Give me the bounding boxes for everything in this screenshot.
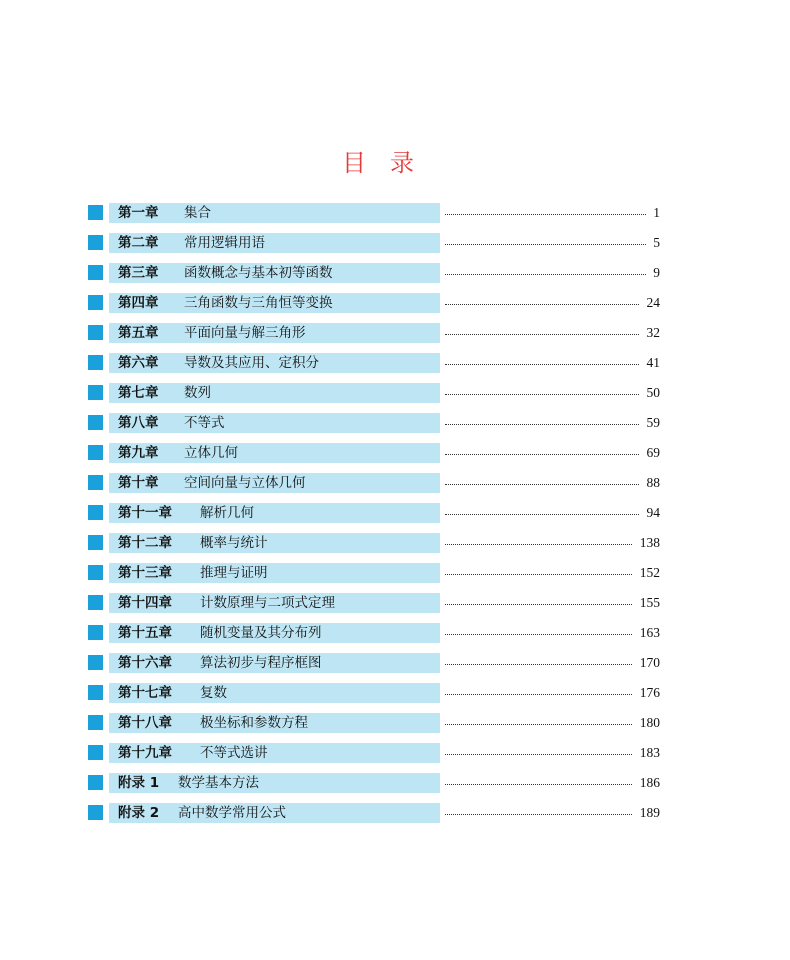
page-number: 9 — [653, 265, 660, 280]
page-number: 59 — [646, 415, 660, 430]
page-number: 189 — [639, 805, 660, 820]
chapter-label: 附录 1 — [118, 775, 160, 791]
page-number: 183 — [639, 745, 660, 760]
chapter-title: 常用逻辑用语 — [184, 235, 265, 251]
entry-marker — [88, 385, 103, 400]
entry-marker — [88, 715, 103, 730]
chapter-title: 解析几何 — [200, 505, 254, 521]
entry-marker — [88, 355, 103, 370]
entry-marker — [88, 655, 103, 670]
toc-title — [0, 143, 758, 178]
chapter-title: 导数及其应用、定积分 — [184, 355, 319, 371]
chapter-title: 极坐标和参数方程 — [200, 715, 308, 731]
toc-entry[interactable] — [88, 683, 668, 713]
chapter-label: 第十八章 — [118, 715, 172, 731]
dot-leader — [445, 664, 632, 665]
dot-leader — [445, 394, 639, 395]
page-number: 88 — [646, 475, 660, 490]
chapter-label: 第十四章 — [118, 595, 172, 611]
dot-leader — [445, 604, 632, 605]
chapter-label: 第十九章 — [118, 745, 172, 761]
entry-marker — [88, 415, 103, 430]
chapter-label: 第三章 — [118, 265, 159, 281]
dot-leader — [445, 484, 639, 485]
entry-marker — [88, 745, 103, 760]
chapter-label: 第十二章 — [118, 535, 172, 551]
toc-entry[interactable] — [88, 563, 668, 593]
toc-entry[interactable] — [88, 353, 668, 383]
page-number: 186 — [639, 775, 660, 790]
entry-marker — [88, 775, 103, 790]
page-number: 176 — [639, 685, 660, 700]
chapter-title: 不等式选讲 — [200, 745, 268, 761]
dot-leader — [445, 274, 646, 275]
entry-marker — [88, 205, 103, 220]
dot-leader — [445, 814, 632, 815]
entry-marker — [88, 685, 103, 700]
toc-entry[interactable] — [88, 473, 668, 503]
dot-leader — [445, 244, 646, 245]
dot-leader — [445, 784, 632, 785]
entry-marker — [88, 595, 103, 610]
chapter-title: 不等式 — [184, 415, 225, 431]
dot-leader — [445, 574, 632, 575]
chapter-label: 第六章 — [118, 355, 159, 371]
page-number: 69 — [646, 445, 660, 460]
toc-title-char-2: 录 — [390, 149, 416, 177]
toc-title-char-1: 目 — [342, 149, 368, 177]
chapter-title: 函数概念与基本初等函数 — [184, 265, 333, 281]
chapter-title: 复数 — [200, 685, 227, 701]
chapter-title: 算法初步与程序框图 — [200, 655, 322, 671]
chapter-label: 第八章 — [118, 415, 159, 431]
chapter-title: 推理与证明 — [200, 565, 268, 581]
chapter-title: 平面向量与解三角形 — [184, 325, 306, 341]
page-number: 41 — [646, 355, 660, 370]
toc-entry[interactable] — [88, 593, 668, 623]
entry-marker — [88, 295, 103, 310]
toc-entry[interactable] — [88, 653, 668, 683]
chapter-label: 第四章 — [118, 295, 159, 311]
dot-leader — [445, 514, 639, 515]
toc-entry[interactable] — [88, 323, 668, 353]
toc-entry[interactable] — [88, 263, 668, 293]
dot-leader — [445, 724, 632, 725]
chapter-title: 集合 — [184, 205, 211, 221]
page-number: 138 — [639, 535, 660, 550]
page-number: 24 — [646, 295, 660, 310]
dot-leader — [445, 754, 632, 755]
entry-marker — [88, 235, 103, 250]
entry-marker — [88, 625, 103, 640]
entry-marker — [88, 505, 103, 520]
page-number: 152 — [639, 565, 660, 580]
entry-marker — [88, 535, 103, 550]
page-number: 155 — [639, 595, 660, 610]
page-number: 170 — [639, 655, 660, 670]
entry-marker — [88, 325, 103, 340]
chapter-label: 第二章 — [118, 235, 159, 251]
dot-leader — [445, 364, 639, 365]
toc-entry[interactable] — [88, 533, 668, 563]
chapter-title: 高中数学常用公式 — [178, 805, 286, 821]
dot-leader — [445, 454, 639, 455]
chapter-title: 数学基本方法 — [178, 775, 259, 791]
chapter-label: 第十章 — [118, 475, 159, 491]
dot-leader — [445, 334, 639, 335]
page-number: 50 — [646, 385, 660, 400]
page-number: 5 — [653, 235, 660, 250]
chapter-title: 随机变量及其分布列 — [200, 625, 322, 641]
chapter-label: 第十三章 — [118, 565, 172, 581]
chapter-label: 第十六章 — [118, 655, 172, 671]
toc-entry[interactable] — [88, 503, 668, 533]
toc-list — [88, 203, 668, 833]
dot-leader — [445, 544, 632, 545]
toc-entry[interactable] — [88, 293, 668, 323]
toc-entry[interactable] — [88, 233, 668, 263]
chapter-label: 第十七章 — [118, 685, 172, 701]
dot-leader — [445, 424, 639, 425]
toc-entry[interactable] — [88, 803, 668, 833]
toc-entry[interactable] — [88, 773, 668, 803]
page-number: 32 — [646, 325, 660, 340]
toc-entry[interactable] — [88, 413, 668, 443]
chapter-label: 第九章 — [118, 445, 159, 461]
toc-entry[interactable] — [88, 203, 668, 233]
toc-entry[interactable] — [88, 743, 668, 773]
toc-entry[interactable] — [88, 443, 668, 473]
chapter-title: 概率与统计 — [200, 535, 268, 551]
chapter-label: 第一章 — [118, 205, 159, 221]
page-number: 1 — [653, 205, 660, 220]
chapter-title: 三角函数与三角恒等变换 — [184, 295, 333, 311]
dot-leader — [445, 694, 632, 695]
chapter-title: 数列 — [184, 385, 211, 401]
chapter-label: 第十一章 — [118, 505, 172, 521]
toc-entry[interactable] — [88, 383, 668, 413]
entry-marker — [88, 265, 103, 280]
chapter-label: 附录 2 — [118, 805, 160, 821]
page-number: 94 — [646, 505, 660, 520]
chapter-title: 立体几何 — [184, 445, 238, 461]
page-number: 163 — [639, 625, 660, 640]
chapter-label: 第七章 — [118, 385, 159, 401]
entry-marker — [88, 475, 103, 490]
page-number: 180 — [639, 715, 660, 730]
chapter-title: 空间向量与立体几何 — [184, 475, 306, 491]
entry-marker — [88, 445, 103, 460]
chapter-label: 第五章 — [118, 325, 159, 341]
toc-entry[interactable] — [88, 713, 668, 743]
toc-entry[interactable] — [88, 623, 668, 653]
entry-marker — [88, 805, 103, 820]
dot-leader — [445, 634, 632, 635]
chapter-title: 计数原理与二项式定理 — [200, 595, 335, 611]
chapter-label: 第十五章 — [118, 625, 172, 641]
dot-leader — [445, 214, 646, 215]
dot-leader — [445, 304, 639, 305]
entry-marker — [88, 565, 103, 580]
